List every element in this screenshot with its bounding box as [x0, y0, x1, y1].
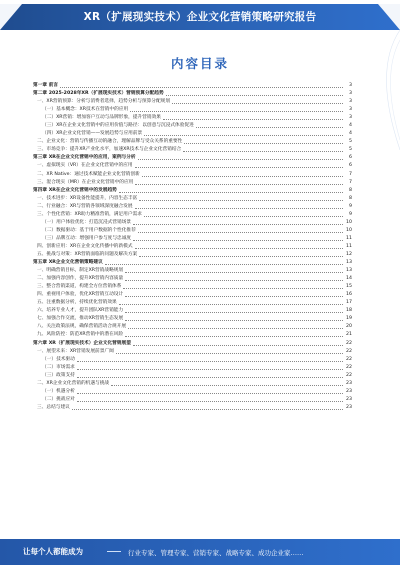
toc-page-number: 13	[346, 268, 352, 274]
toc-entry[interactable]	[33, 251, 352, 259]
toc-page-number: 3	[349, 115, 352, 121]
toc-entry-text: （一）用户体验优化：打造沉浸式营销场景	[42, 219, 132, 227]
toc-entry-text: 五、注重数据分析，持续优化营销效果	[37, 299, 118, 307]
toc-page-number: 23	[346, 404, 352, 410]
toc-leader-dots	[172, 98, 343, 104]
toc-entry[interactable]	[33, 114, 352, 122]
toc-leader-dots	[142, 171, 343, 177]
toc-entry-text: （二）数据驱动：基于用户数据的个性化推荐	[42, 227, 137, 235]
toc-entry-text: 二、XR企业文化营销的机遇与挑战	[37, 380, 110, 388]
toc-page-number: 4	[349, 131, 352, 137]
toc-leader-dots	[123, 283, 343, 289]
toc-page-number: 22	[346, 372, 352, 378]
toc-entry-text: 第六章 XR（扩展现实技术）企业文化营销展望	[33, 340, 132, 348]
toc-page-number: 15	[346, 284, 352, 290]
toc-entry[interactable]	[33, 364, 352, 372]
toc-page-number: 8	[349, 195, 352, 201]
toc-entry[interactable]	[33, 404, 352, 412]
toc-entry[interactable]	[33, 195, 352, 203]
toc-leader-dots	[139, 195, 343, 201]
header-banner	[0, 0, 400, 32]
toc-entry-text: 三、整合营销渠道，构建全方位营销体系	[37, 283, 122, 291]
toc-entry[interactable]	[33, 90, 352, 98]
toc-entry[interactable]	[33, 348, 352, 356]
toc-page-number: 23	[346, 380, 352, 386]
toc-page-number: 3	[349, 107, 352, 113]
toc-entry-text: 二、加强内容创作，提升XR营销内容质量	[37, 275, 124, 283]
toc-entry[interactable]	[33, 138, 352, 146]
toc-entry[interactable]	[33, 283, 352, 291]
report-title: XR（扩展现实技术）企业文化营销策略研究报告	[83, 11, 317, 23]
toc-page-number: 12	[346, 251, 352, 257]
toc-entry[interactable]	[33, 275, 352, 283]
toc-entry[interactable]	[33, 211, 352, 219]
toc-page-number: 23	[346, 396, 352, 402]
toc-leader-dots	[183, 146, 343, 152]
toc-page-number: 6	[349, 155, 352, 161]
toc-leader-dots	[111, 380, 343, 386]
toc-page-number: 11	[346, 243, 352, 249]
toc-leader-dots	[144, 130, 343, 136]
footer-slogan: 让每个人都能成为	[23, 547, 83, 556]
toc-entry[interactable]	[33, 372, 352, 380]
toc-entry[interactable]	[33, 259, 352, 267]
toc-leader-dots	[138, 154, 343, 160]
toc-leader-dots	[133, 235, 343, 241]
toc-entry-text: 一、XR营销预算：分析与消费者选择，趋势分析与预算分配规划	[37, 98, 171, 106]
toc-page-number: 5	[349, 147, 352, 153]
toc-entry-text: 二、行业融合：XR与营销各领域深度融合发展	[37, 203, 134, 211]
toc-entry[interactable]	[33, 179, 352, 187]
toc-leader-dots	[125, 315, 343, 321]
toc-leader-dots	[166, 90, 343, 96]
toc-entry[interactable]	[33, 122, 352, 130]
toc-page-number: 20	[346, 324, 352, 330]
toc-entry-text: 六、培养专业人才，提升团队XR营销能力	[37, 307, 124, 315]
toc-entry-text: 四、重视用户体验，优化XR营销互动设计	[37, 291, 124, 299]
toc-leader-dots	[163, 114, 343, 120]
toc-entry-text: （三）政策支持	[42, 372, 76, 380]
toc-entry[interactable]	[33, 331, 352, 339]
toc-leader-dots	[130, 106, 343, 112]
toc-entry[interactable]	[33, 171, 352, 179]
toc-entry-text: 一、展望未来：XR营销发展前景广阔	[37, 348, 115, 356]
toc-leader-dots	[116, 348, 343, 354]
toc-entry-text: 一、技术进步：XR设备性能提升，内容生态丰富	[37, 195, 138, 203]
toc-entry[interactable]	[33, 227, 352, 235]
toc-leader-dots	[72, 404, 343, 410]
toc-leader-dots	[125, 307, 343, 313]
toc-entry-text: （二）挑战应对	[42, 396, 76, 404]
toc-leader-dots	[105, 259, 343, 265]
toc-page-number: 19	[346, 316, 352, 322]
toc-entry-text: （二）XR营销：增加客户互动与品牌形象，提升营销效果	[42, 114, 162, 122]
toc-leader-dots	[139, 251, 343, 257]
table-of-contents	[33, 82, 352, 412]
footer-tagline: 行业专家、管理专家、营销专家、战略专家、成功企业家……	[128, 549, 304, 557]
toc-entry[interactable]	[33, 396, 352, 404]
toc-page-number: 3	[349, 99, 352, 105]
toc-leader-dots	[133, 340, 343, 346]
toc-page-number: 22	[346, 364, 352, 370]
toc-page-number: 22	[346, 348, 352, 354]
toc-entry-text: （一）技术驱动	[42, 356, 76, 364]
toc-entry-text: （二）市场需求	[42, 364, 76, 372]
toc-entry-text: 七、加强合作交流，推动XR营销生态发展	[37, 315, 124, 323]
footer-divider	[107, 551, 121, 552]
toc-page-number: 21	[346, 332, 352, 338]
toc-entry-text: 第二章 2025-2028年XR（扩展现实技术）营销预算分配趋势	[33, 90, 165, 98]
toc-entry-text: （三）品牌互动：增强用户参与度与忠诚度	[42, 235, 132, 243]
toc-entry[interactable]	[33, 235, 352, 243]
toc-leader-dots	[138, 227, 343, 233]
toc-entry-text: （三）XR在企业文化营销中的应用价值与路径：以创意与沉浸式体验促进	[42, 122, 195, 130]
toc-page-number: 3	[349, 91, 352, 97]
toc-leader-dots	[196, 122, 343, 128]
toc-entry[interactable]	[33, 315, 352, 323]
toc-page-number: 17	[346, 300, 352, 306]
toc-entry[interactable]	[33, 146, 352, 154]
toc-entry[interactable]	[33, 267, 352, 275]
toc-entry[interactable]	[33, 106, 352, 114]
toc-entry[interactable]	[33, 299, 352, 307]
toc-heading: 内容目录	[170, 56, 229, 71]
toc-entry-text: （一）机遇分析	[42, 388, 76, 396]
toc-leader-dots	[77, 396, 343, 402]
toc-entry-text: 三、个性化营销：XR助力精准营销，满足用户需求	[37, 211, 143, 219]
toc-entry[interactable]	[33, 162, 352, 170]
toc-leader-dots	[135, 203, 343, 209]
toc-entry-text: 四、创新应用：XR在企业文化传播中的新模式	[37, 243, 134, 251]
toc-entry-text: 三、混合现实（MR）在企业文化营销中的应用	[37, 179, 134, 187]
toc-entry[interactable]	[33, 219, 352, 227]
toc-entry-text: 第五章 XR企业文化营销策略建议	[33, 259, 104, 267]
toc-leader-dots	[77, 364, 343, 370]
toc-page-number: 4	[349, 123, 352, 129]
toc-entry-text: 三、市场竞争：提升XR产业化水平，加速XR技术与企业文化营销结合	[37, 146, 182, 154]
toc-page-number: 3	[349, 83, 352, 88]
toc-leader-dots	[119, 299, 343, 305]
toc-entry-text: 九、风险防控：防范XR营销中的潜在风险	[37, 331, 124, 339]
toc-entry-text: 二、企业文化：营销与传播互动的融合，理解品牌与受众关系的重要性	[37, 138, 183, 146]
toc-leader-dots	[128, 323, 343, 329]
toc-page-number: 10	[346, 227, 352, 233]
toc-entry[interactable]	[33, 291, 352, 299]
toc-entry[interactable]	[33, 98, 352, 106]
toc-leader-dots	[133, 219, 343, 225]
toc-entry-text: 第一章 前言	[33, 82, 59, 90]
toc-entry-text: 一、明确营销目标，制定XR营销战略规划	[37, 267, 124, 275]
toc-leader-dots	[135, 162, 343, 168]
toc-entry[interactable]	[33, 203, 352, 211]
toc-leader-dots	[125, 291, 343, 297]
toc-page-number: 16	[346, 292, 352, 298]
toc-entry[interactable]	[33, 340, 352, 348]
toc-page-number: 9	[349, 203, 352, 209]
toc-leader-dots	[184, 138, 343, 144]
toc-entry[interactable]	[33, 380, 352, 388]
toc-page-number: 8	[349, 187, 352, 193]
toc-leader-dots	[144, 211, 343, 217]
toc-entry-text: 三、总结与建议	[37, 404, 71, 412]
toc-page-number: 7	[349, 179, 352, 185]
toc-leader-dots	[77, 372, 343, 378]
toc-page-number: 22	[346, 356, 352, 362]
toc-page-number: 5	[349, 139, 352, 145]
toc-entry[interactable]	[33, 154, 352, 162]
toc-page-number: 22	[346, 340, 352, 346]
toc-entry[interactable]	[33, 323, 352, 331]
toc-leader-dots	[135, 179, 343, 185]
toc-leader-dots	[125, 267, 343, 273]
toc-entry-text: 八、关注政策法规，确保营销活动合规开展	[37, 323, 127, 331]
toc-entry[interactable]	[33, 82, 352, 90]
toc-entry-text: （一）基本概念：XR技术在营销中的应用	[42, 106, 129, 114]
toc-entry-text: 第四章 XR在企业文化营销中的发展趋势	[33, 187, 118, 195]
toc-entry-text: 一、虚拟现实（VR）在企业文化营销中的应用	[37, 162, 134, 170]
toc-page-number: 6	[349, 163, 352, 169]
footer-banner	[0, 537, 400, 565]
toc-entry[interactable]	[33, 130, 352, 138]
toc-page-number: 7	[349, 171, 352, 177]
toc-entry-text: 第三章 XR在企业文化营销中的应用，案例与分析	[33, 154, 137, 162]
decorative-lines	[363, 30, 400, 150]
toc-page-number: 18	[346, 308, 352, 314]
toc-leader-dots	[77, 388, 343, 394]
toc-entry[interactable]	[33, 388, 352, 396]
toc-entry-text: （四）XR企业文化营销——发展趋势与应用前景	[42, 130, 143, 138]
toc-entry[interactable]	[33, 187, 352, 195]
toc-page-number: 14	[346, 276, 352, 282]
toc-page-number: 9	[349, 211, 352, 217]
toc-page-number: 10	[346, 219, 352, 225]
toc-leader-dots	[125, 331, 343, 337]
toc-page-number: 13	[346, 260, 352, 266]
toc-leader-dots	[135, 243, 343, 249]
toc-entry[interactable]	[33, 307, 352, 315]
toc-leader-dots	[60, 82, 343, 88]
toc-leader-dots	[125, 275, 343, 281]
toc-leader-dots	[119, 187, 343, 193]
toc-leader-dots	[77, 356, 343, 362]
toc-entry-text: 五、挑战与对策：XR营销面临的问题及解决方案	[37, 251, 138, 259]
toc-entry[interactable]	[33, 243, 352, 251]
toc-entry[interactable]	[33, 356, 352, 364]
toc-page-number: 11	[346, 235, 352, 241]
toc-entry-text: 二、XR Native：通过技术赋能企业文化营销创新	[37, 171, 141, 179]
toc-page-number: 23	[346, 388, 352, 394]
